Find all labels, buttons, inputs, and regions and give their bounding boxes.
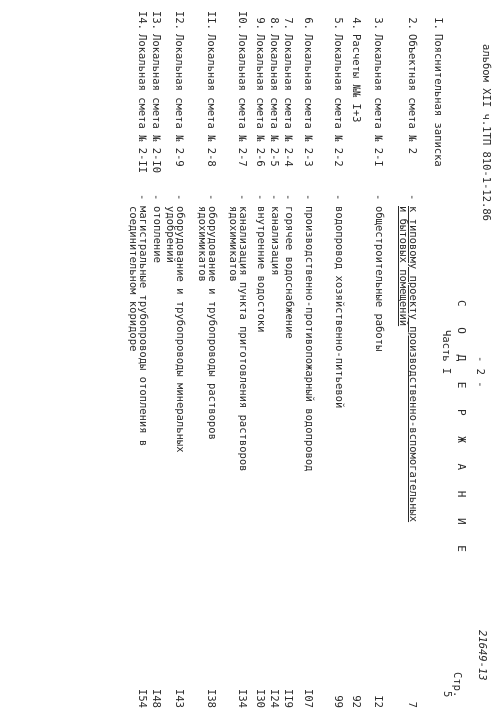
item-number: 5. xyxy=(332,17,344,30)
item-dash: - xyxy=(254,194,266,201)
item-page: 7 xyxy=(406,701,418,708)
item-description-line: и бытовых помещений xyxy=(397,206,409,327)
item-name: Локальная смета № 2-2 xyxy=(332,34,344,167)
item-dash: - xyxy=(372,194,384,201)
item-number: 8. xyxy=(268,17,280,30)
item-description xyxy=(256,206,266,332)
item-description xyxy=(284,206,294,339)
item-description-line: к типовому проекту производственно-вспомогательных xyxy=(407,206,419,523)
item-page: I30 xyxy=(254,689,266,708)
item-description-line: удобрений xyxy=(164,206,176,263)
item-description xyxy=(152,206,162,263)
item-number: I2. xyxy=(173,11,185,30)
item-description xyxy=(165,206,185,453)
item-description-line: горячее водоснабжение xyxy=(283,206,295,339)
item-description xyxy=(334,206,344,408)
item-description-line: отопление xyxy=(151,206,163,263)
item-page: I43 xyxy=(173,689,185,708)
item-number: I4. xyxy=(136,11,148,30)
item-page: I2 xyxy=(372,695,384,708)
item-number: 6. xyxy=(302,17,314,30)
item-name: Локальная смета № 2-5 xyxy=(268,34,280,167)
item-description-line: внутренние водостоки xyxy=(255,206,267,333)
item-description xyxy=(374,206,384,351)
item-page: I48 xyxy=(150,689,162,708)
item-page: I07 xyxy=(302,689,314,708)
item-dash: - xyxy=(282,194,294,201)
handwritten-code: 21649-13 xyxy=(476,630,488,681)
item-description-line: оборудование и трубопроводы растворов xyxy=(206,206,218,440)
item-description xyxy=(304,206,314,472)
item-dash: - xyxy=(150,194,162,201)
item-page: I38 xyxy=(205,689,217,708)
item-number: I0. xyxy=(236,11,248,30)
item-description xyxy=(270,206,280,276)
item-number: II. xyxy=(205,11,217,30)
item-dash: - xyxy=(173,194,185,201)
item-number: I3. xyxy=(150,11,162,30)
item-number: 2. xyxy=(406,17,418,30)
item-name: Объектная смета № 2 xyxy=(406,34,418,155)
item-description xyxy=(228,206,248,472)
item-description-line: магистральные трубопроводы отопления в xyxy=(137,206,149,447)
item-description-line: производственно-противопожарный водопровод xyxy=(303,206,315,472)
item-description-line: ядохимикатов xyxy=(196,206,208,282)
item-description-line: соединительном коридоре xyxy=(127,206,139,352)
album-reference: альбом XII ч.1ТП 810-1-12.86 xyxy=(480,44,492,222)
item-name: Локальная смета № 2-II xyxy=(136,34,148,174)
item-page: I54 xyxy=(136,689,148,708)
item-description xyxy=(197,206,217,440)
item-number: 4. xyxy=(350,17,362,30)
item-number: 3. xyxy=(372,17,384,30)
item-description-line: оборудование и трубопроводы минеральных xyxy=(174,206,186,453)
item-dash: - xyxy=(332,194,344,201)
item-dash: - xyxy=(302,194,314,201)
item-name: Пояснительная записка xyxy=(432,34,444,167)
item-description-line: водопровод хозяйственно-питьевой xyxy=(333,206,345,409)
part-label: Часть I xyxy=(440,330,452,375)
item-name: Локальная смета № 2-9 xyxy=(173,34,185,167)
item-number: 7. xyxy=(282,17,294,30)
contents-title: С О Д Е Р Ж А Н И Е xyxy=(455,300,468,559)
item-name: Локальная смета № 2-4 xyxy=(282,34,294,167)
item-name: Локальная смета № 2-3 xyxy=(302,34,314,167)
item-page: 99 xyxy=(332,695,344,708)
item-description xyxy=(398,206,418,522)
item-name: Локальная смета № 2-8 xyxy=(205,34,217,167)
item-dash: - xyxy=(268,194,280,201)
item-name: Локальная смета № 2-7 xyxy=(236,34,248,167)
item-description-line: ядохимикатов xyxy=(227,206,239,282)
item-name: Локальная смета № 2-I xyxy=(372,34,384,167)
item-dash: - xyxy=(205,194,217,201)
page-column-label: Стр. 5 xyxy=(441,672,463,698)
item-description-line: общестроительные работы xyxy=(373,206,385,352)
item-page: II9 xyxy=(282,689,294,708)
item-description-line: канализация пункта приготовления растворов xyxy=(237,206,249,472)
page-number: - 2 - xyxy=(474,356,486,388)
item-dash: - xyxy=(236,194,248,201)
item-page: 92 xyxy=(350,695,362,708)
item-name: Расчеты №№ I+3 xyxy=(350,34,362,123)
item-number: 9. xyxy=(254,17,266,30)
item-name: Локальная смета № 2-6 xyxy=(254,34,266,167)
item-dash: - xyxy=(136,194,148,201)
item-page: I34 xyxy=(236,689,248,708)
item-number: I. xyxy=(432,17,444,30)
item-page: I24 xyxy=(268,689,280,708)
item-name: Локальная смета № 2-I0 xyxy=(150,34,162,174)
item-description xyxy=(128,206,148,446)
item-dash: - xyxy=(406,194,418,201)
item-description-line: канализация xyxy=(269,206,281,276)
